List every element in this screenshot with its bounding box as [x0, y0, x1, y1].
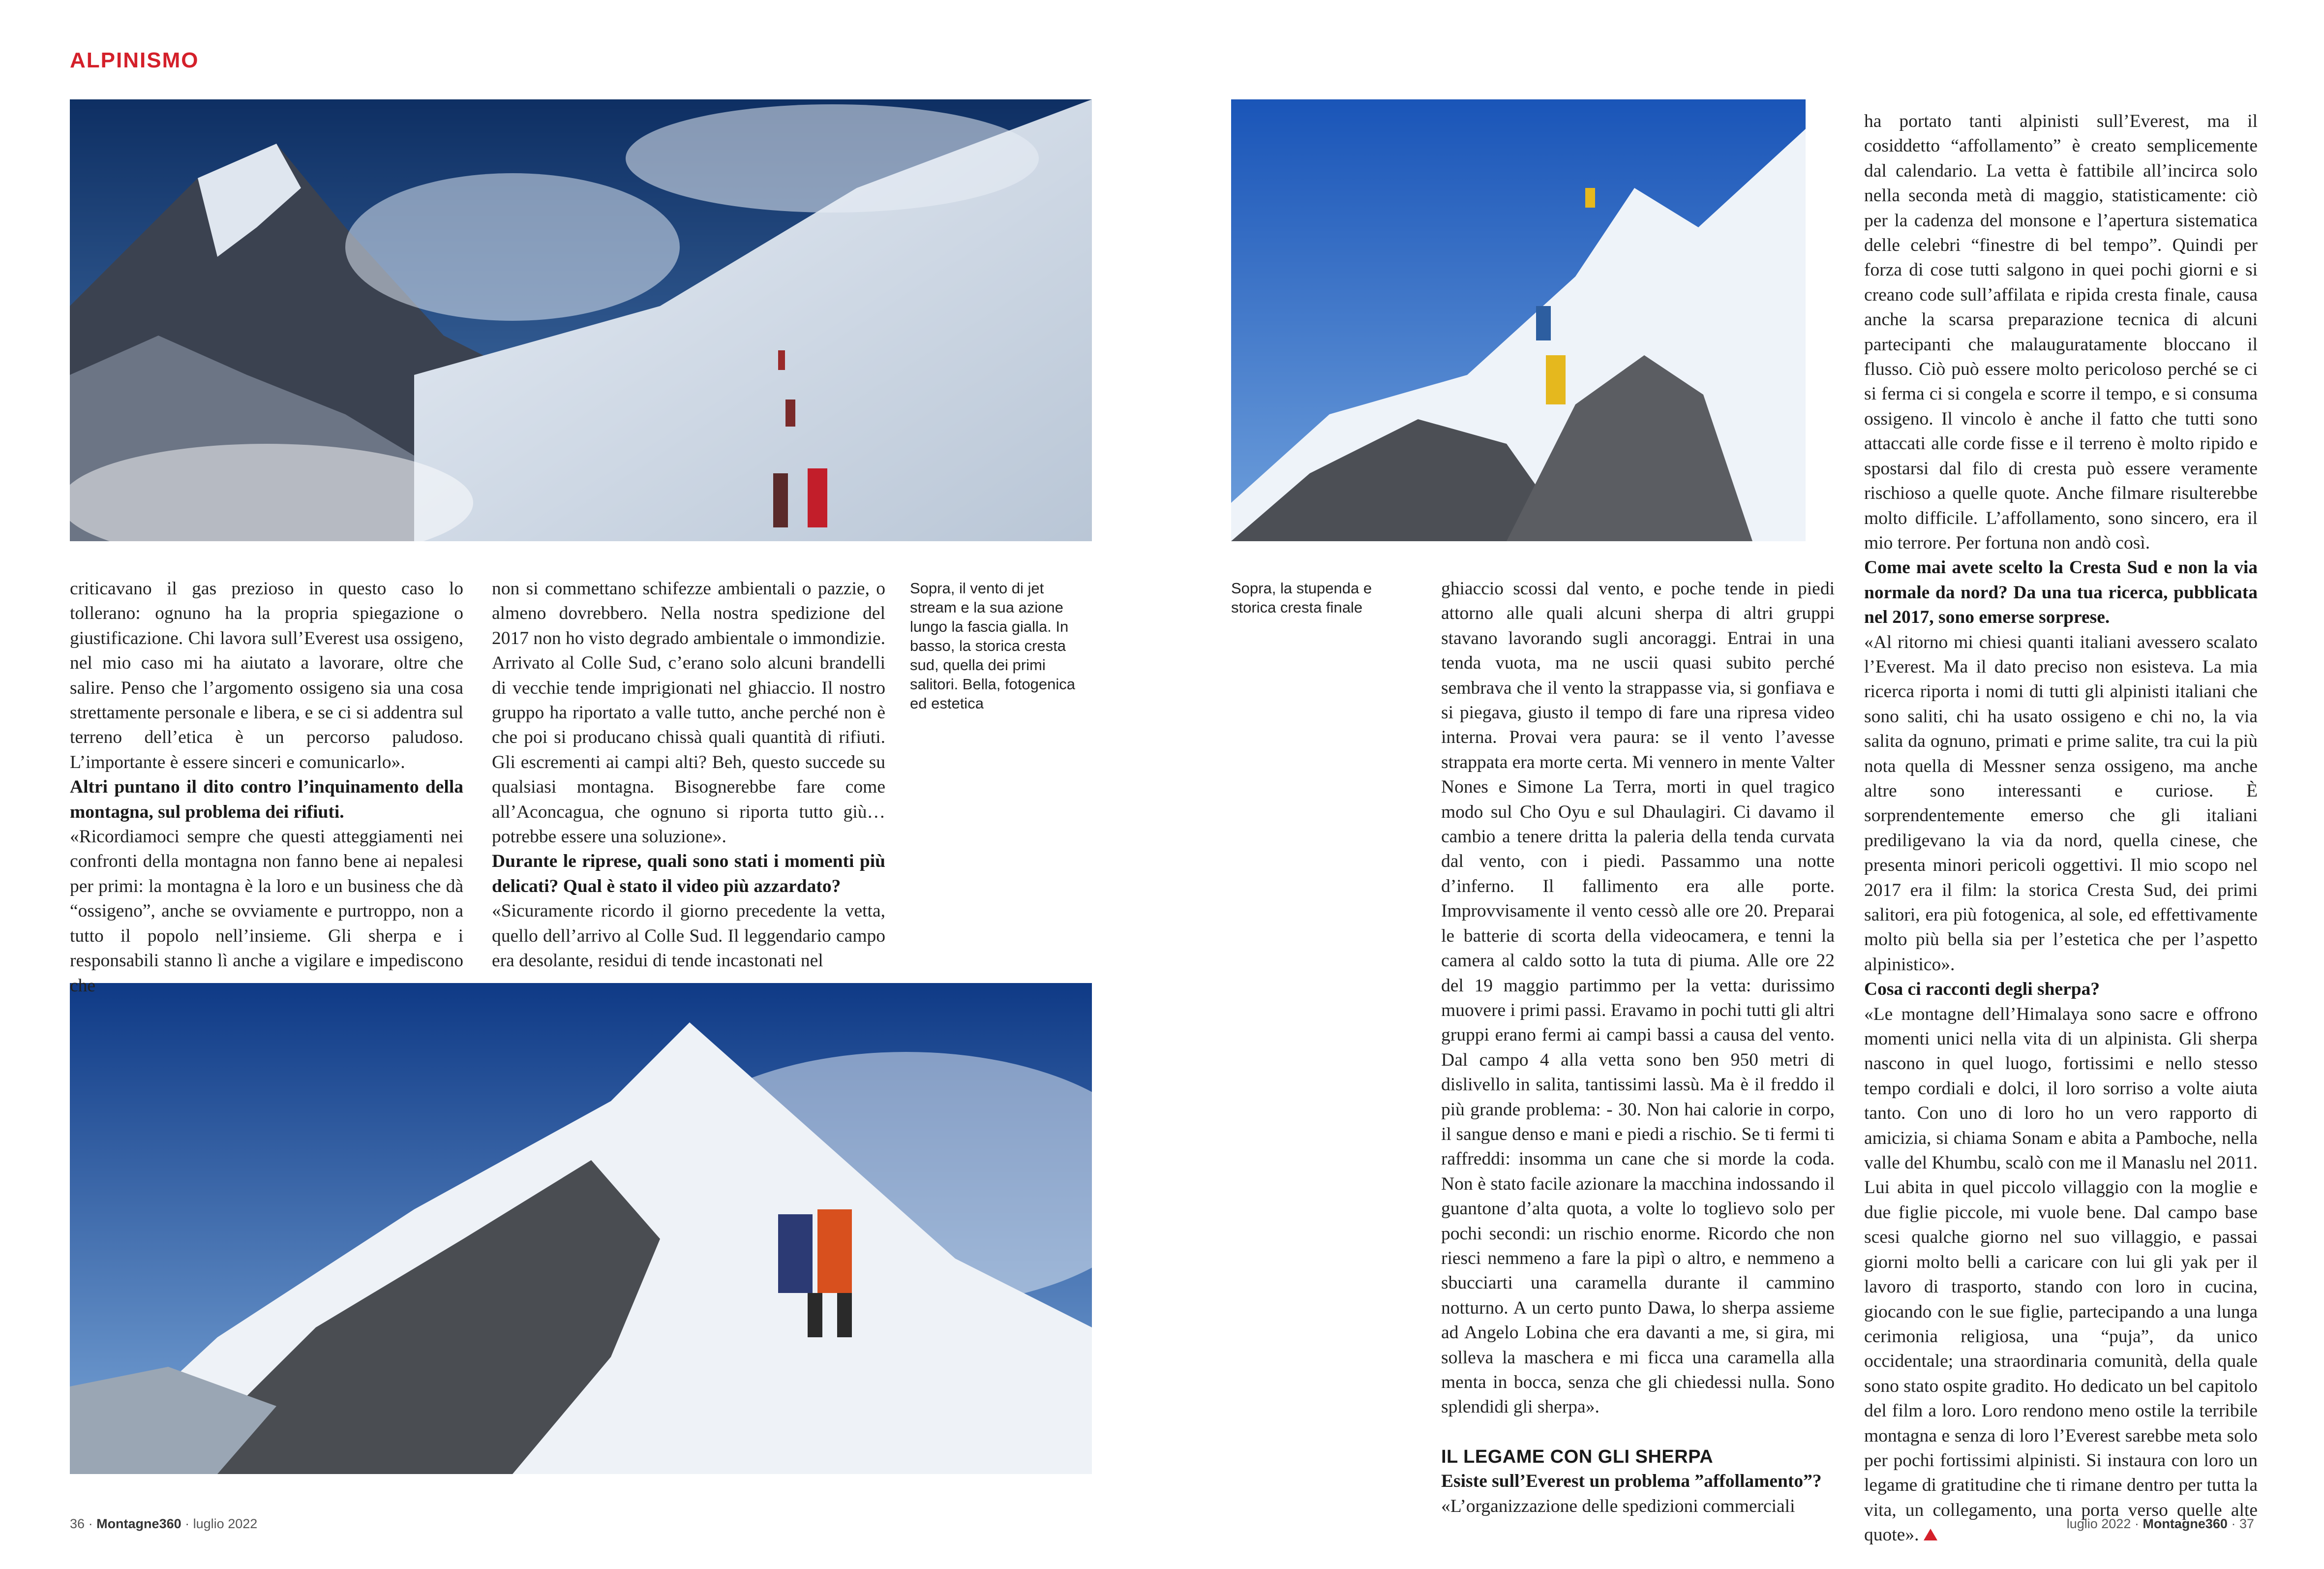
column-4	[1864, 109, 2258, 1548]
col3-question-1: Esiste sull’Everest un problema ”affollamento”?	[1441, 1471, 1822, 1492]
col4-paragraph-3-text: «Le montagne dell’Himalaya sono sacre e offrono momenti unici nella vita di un alpinista. Gli sherpa nascono in quel luogo, fortissimi e nello stesso tempo cordiali e dolci, il loro sorriso a volte aiuta tanto. Con uno di loro ho un vero rapporto di amicizia, si chiama Sonam e abita a Pamboche, nella valle del Khumbu, scalò con me il Manaslu nel 2011. Lui abita in quel piccolo villaggio con la moglie e due figlie piccole, mi vuole bene. Dal campo base scesi qualche giorno nel suo villaggio, e passai giorni molto belli a caricare con lui gli yak per il lavoro di trasporto, stando con loro in cucina, giocando con le sue figlie, partecipando a una lunga cerimonia religiosa, una “puja”, da unico occidentale; una straordinaria comunità, della quale sono stato ospite gradito. Ho dedicato un bel capitolo del film a loro. Loro rendono meno ostile la terribile montagna e senza di loro l’Everest sarebbe meta solo per pochi fortissimi alpinisti. Si instaura con loro un legame di gratitudine che ti rimane dentro per tutta la vita, un collegamento, una porta verso quelle alte quote».	[1864, 1004, 2258, 1545]
col1-question-1: Altri puntano il dito contro l’inquinamento della montagna, sul problema dei rifiuti.	[70, 777, 463, 822]
photo-everest-wind	[70, 99, 1092, 541]
column-2	[492, 577, 885, 974]
col2-paragraph-1: non si commettano schifezze ambientali o pazzie, o almeno dovrebbero. Nella nostra spedizione del 2017 non ho visto degrado ambientale o immondizie. Arrivato al Colle Sud, c’erano solo alcuni brandelli di vecchie tende imprigionati nel ghiaccio. Il nostro gruppo ha riportato a valle tutto, anche perché non è che poi si producano chissà quali quantità di rifiuti. Gli escrementi ai campi alti? Beh, questo succede su qualsiasi montagna. Bisognerebbe fare come all’Aconcagua, che ognuno si riporta tutto giù… potrebbe essere una soluzione».	[492, 579, 885, 847]
column-1	[70, 577, 463, 998]
footer-separator: ·	[88, 1516, 93, 1531]
col4-paragraph-1: ha portato tanti alpinisti sull’Everest, ma il cosiddetto “affollamento” è creato semplicemente dal calendario. La vetta è fattibile all’incirca solo nella seconda metà di maggio, statisticamente: ciò per la cadenza del monsone e l’apertura sistematica delle celebri “finestre di bel tempo”. Quindi per forza di cose tutti salgono in quei pochi giorni e si creano code sull’affilata e ripida cresta finale, causa anche la scarsa preparazione tecnica di alcuni partecipanti che malauguratamente bloccano il flusso. Ciò può essere molto pericoloso perché se ci si ferma ci si congela e scorre il tempo, e si consuma ossigeno. Il vincolo è anche il fatto che tutti sono attaccati alle corde fisse e il terreno è molto ripido e spostarsi dal filo di cresta può essere veramente rischioso a quelle quote. Anche filmare risulterebbe molto difficile. L’affollamento, sono sincero, era il mio terrore. Per fortuna non andò così.	[1864, 111, 2258, 553]
end-mark-icon	[1924, 1529, 1937, 1540]
page-number-right: 37	[2239, 1516, 2254, 1531]
subhead-sherpa: IL LEGAME CON GLI SHERPA	[1441, 1446, 1714, 1467]
photo-final-ridge	[1231, 99, 1806, 541]
section-label: ALPINISMO	[70, 48, 199, 72]
column-3	[1441, 577, 1835, 1519]
issue-date-right: luglio 2022	[2066, 1516, 2131, 1531]
col1-paragraph-1: criticavano il gas prezioso in questo caso lo tollerano: ognuno ha la propria spiegazione o giustificazione. Chi lavora sull’Everest usa ossigeno, nel mio caso mi ha aiutato a lavorare, oltre che salire. Penso che l’argomento ossigeno sia una cosa strettamente personale e libera, e se ci si addentra sul terreno dell’etica è un percorso paludoso. L’importante è essere sinceri e comunicarlo».	[70, 579, 463, 772]
col3-paragraph-2: «L’organizzazione delle spedizioni commerciali	[1441, 1496, 1795, 1516]
col4-question-1: Come mai avete scelto la Cresta Sud e non la via normale da nord? Da una tua ricerca, pubblicata nel 2017, sono emerse sorprese.	[1864, 557, 2258, 628]
caption-left: Sopra, il vento di jet stream e la sua azione lungo la fascia gialla. In basso, la storica cresta sud, quella dei primi salitori. Bella, fotogenica ed estetica	[910, 580, 1076, 712]
col2-question-1: Durante le riprese, quali sono stati i momenti più delicati? Qual è stato il video più azzardato?	[492, 851, 885, 896]
issue-date-left: luglio 2022	[193, 1516, 258, 1531]
footer-left	[70, 1516, 257, 1532]
footer-right	[2067, 1516, 2254, 1532]
col3-paragraph-1: ghiaccio scossi dal vento, e poche tende in piedi attorno alle quali alcuni sherpa di altri gruppi stavano lavorando sugli ancoraggi. Entrai in una tenda vuota, ma ne uscii quasi subito perché sembrava che il vento la strappasse via, si gonfiava e si piegava, giusto il tempo di fare una ripresa video interna. Provai vera paura: se il vento l’avesse strappata era morte certa. Mi vennero in mente Valter Nones e Simone La Terra, morti in quel tragico modo sul Cho Oyu e sul Dhaulagiri. Ci davamo il cambio a tenere dritta la paleria della tenda curvata dal vento, con i piedi. Passammo una notte d’inferno. Il fallimento era alle porte. Improvvisamente il vento cessò alle ore 20. Preparai le batterie di scorta della videocamera, e tenni la camera al caldo sotto la tuta di piuma. Alle ore 22 del 19 maggio partimmo per la vetta: durissimo muovere i primi passi. Eravamo in pochi tutti gli altri gruppi erano fermi ai campi bassi a causa del vento. Dal campo 4 alla vetta sono ben 950 metri di dislivello in salita, tantissimi lassù. Ma è il freddo il più grande problema: - 30. Non hai calorie in corpo, il sangue denso e mani e piedi a rischio. Se ti fermi ti raffreddi: insomma un cane che si morde la coda. Non è stato facile azionare la macchina indossando il guantone d’alta quota, a volte lo toglievo solo per pochi secondi: un rischio enorme. Ricordo che non riesci nemmeno a fare la pipì o altro, e nemmeno a sbucciarti una caramella durante il cammino notturno. A un certo punto Dawa, lo sherpa assieme ad Angelo Lobina che era davanti a me, si gira, mi solleva la maschera e mi ficca una caramella alla menta in bocca, senza che gli chiedessi nulla. Sono splendidi gli sherpa».	[1441, 579, 1835, 1417]
caption-right: Sopra, la stupenda e storica cresta finale	[1231, 580, 1372, 616]
footer-separator: ·	[2134, 1516, 2139, 1531]
col2-paragraph-2: «Sicuramente ricordo il giorno precedente la vetta, quello dell’arrivo al Colle Sud. Il leggendario campo era desolante, residui di tende incastonati nel	[492, 901, 885, 971]
photo-south-ridge	[70, 983, 1092, 1474]
magazine-name-left: Montagne360	[96, 1516, 181, 1531]
page-number-left: 36	[70, 1516, 85, 1531]
footer-separator: ·	[2231, 1516, 2236, 1531]
magazine-name-right: Montagne360	[2143, 1516, 2228, 1531]
footer-separator: ·	[185, 1516, 190, 1531]
col4-question-2: Cosa ci racconti degli sherpa?	[1864, 979, 2100, 1000]
col4-paragraph-2: «Al ritorno mi chiesi quanti italiani avessero scalato l’Everest. Ma il dato preciso non esisteva. La mia ricerca riporta i nomi di tutti gli alpinisti italiani che sono saliti, chi ha usato ossigeno e chi no, la via salita da ognuno, primati e prime salite, tra cui la più nota quella di Messner senza ossigeno, ma anche altre sono interessanti e curiose. È sorprendentemente emerso che gli italiani prediligevano la via da nord, quella cinese, che presenta minori pericoli oggettivi. Il mio scopo nel 2017 era il film: la storica Cresta Sud, dei primi salitori, era più fotogenica, al sole, ed effettivamente molto più bella sia per l’estetica che per l’aspetto alpinistico».	[1864, 632, 2258, 975]
col1-paragraph-2: «Ricordiamoci sempre che questi atteggiamenti nei confronti della montagna non fanno bene ai nepalesi per primi: la montagna è la loro e un business che dà “ossigeno”, anche se ovviamente e purtroppo, non a tutto il popolo nell’insieme. Gli sherpa e i responsabili stanno lì anche a vigilare e impediscono che	[70, 827, 463, 996]
col4-paragraph-3	[1864, 1002, 2258, 1548]
